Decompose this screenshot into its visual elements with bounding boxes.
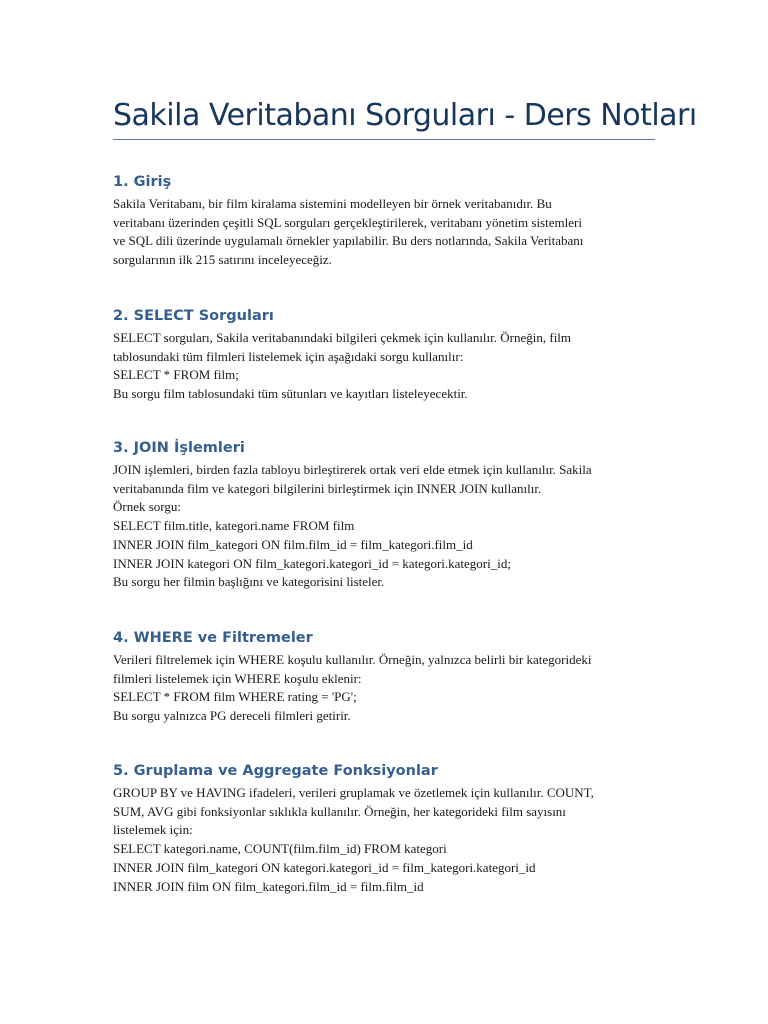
paragraph-line: Örnek sorgu: bbox=[113, 499, 182, 515]
code-line: SELECT kategori.name, COUNT(film.film_id) FROM kategori bbox=[113, 841, 447, 857]
section-grouping bbox=[113, 760, 655, 896]
paragraph-line: Sakila Veritabanı, bir film kiralama sistemini modelleyen bir örnek veritabanıdır. Bu bbox=[113, 196, 552, 211]
paragraph-line: Bu sorgu film tablosundaki tüm sütunları ve kayıtları listeleyecektir. bbox=[113, 386, 468, 402]
paragraph-line: filmleri listelemek için WHERE koşulu eklenir: bbox=[113, 670, 362, 686]
section-select bbox=[113, 305, 655, 404]
code-line: INNER JOIN kategori ON film_kategori.kategori_id = kategori.kategori_id; bbox=[113, 555, 511, 571]
code-line: SELECT film.title, kategori.name FROM film bbox=[113, 518, 355, 534]
code-line: SELECT * FROM film; bbox=[113, 367, 239, 383]
paragraph-line: SUM, AVG gibi fonksiyonlar sıklıkla kullanılır. Örneğin, her kategorideki film sayısını bbox=[113, 803, 566, 819]
paragraph-line: Bu sorgu her filmin başlığını ve kategorisini listeler. bbox=[113, 574, 385, 590]
code-line: INNER JOIN film_kategori ON film.film_id = film_kategori.film_id bbox=[113, 536, 473, 552]
document-title: Sakila Veritabanı Sorguları - Ders Notları bbox=[113, 98, 697, 133]
code-line: INNER JOIN film_kategori ON kategori.kategori_id = film_kategori.kategori_id bbox=[113, 859, 536, 875]
paragraph-line: SELECT sorguları, Sakila veritabanındaki bilgileri çekmek için kullanılır. Örneğin, film bbox=[113, 330, 572, 345]
paragraph-line: GROUP BY ve HAVING ifadeleri, verileri gruplamak ve özetlemek için kullanılır. COUNT, bbox=[113, 785, 594, 800]
section-heading: 1. Giriş bbox=[113, 174, 172, 190]
section-body bbox=[113, 784, 655, 896]
code-line: SELECT * FROM film WHERE rating = 'PG'; bbox=[113, 689, 357, 705]
section-join bbox=[113, 437, 655, 592]
paragraph-line: sorgularının ilk 215 satırını inceleyeceğiz. bbox=[113, 252, 332, 268]
paragraph-line: listelemek için: bbox=[113, 822, 193, 838]
section-body bbox=[113, 195, 655, 270]
paragraph-line: Verileri filtrelemek için WHERE koşulu kullanılır. Örneğin, yalnızca belirli bir kategorideki bbox=[113, 652, 592, 667]
section-body bbox=[113, 329, 655, 404]
section-heading: 4. WHERE ve Filtremeler bbox=[113, 630, 313, 646]
paragraph-line: Bu sorgu yalnızca PG dereceli filmleri getirir. bbox=[113, 708, 351, 724]
section-intro bbox=[113, 171, 655, 270]
paragraph-line: ve SQL dili üzerinde uygulamalı örnekler yapılabilir. Bu ders notlarında, Sakila Veritabanı bbox=[113, 233, 584, 249]
section-body bbox=[113, 461, 655, 592]
paragraph-line: tablosundaki tüm filmleri listelemek için aşağıdaki sorgu kullanılır: bbox=[113, 348, 464, 364]
section-heading: 3. JOIN İşlemleri bbox=[113, 440, 245, 456]
title-divider bbox=[113, 139, 655, 140]
code-line: INNER JOIN film ON film_kategori.film_id = film.film_id bbox=[113, 878, 424, 894]
section-heading: 5. Gruplama ve Aggregate Fonksiyonlar bbox=[113, 763, 438, 779]
paragraph-line: veritabanında film ve kategori bilgilerini birleştirmek için INNER JOIN kullanılır. bbox=[113, 480, 542, 496]
section-heading: 2. SELECT Sorguları bbox=[113, 308, 274, 324]
paragraph-line: JOIN işlemleri, birden fazla tabloyu birleştirerek ortak veri elde etmek için kullanılır. Sakila bbox=[113, 462, 592, 477]
section-where bbox=[113, 627, 655, 726]
section-body bbox=[113, 651, 655, 726]
paragraph-line: veritabanı üzerinden çeşitli SQL sorguları gerçekleştirilerek, veritabanı yönetim sistemleri bbox=[113, 214, 582, 230]
